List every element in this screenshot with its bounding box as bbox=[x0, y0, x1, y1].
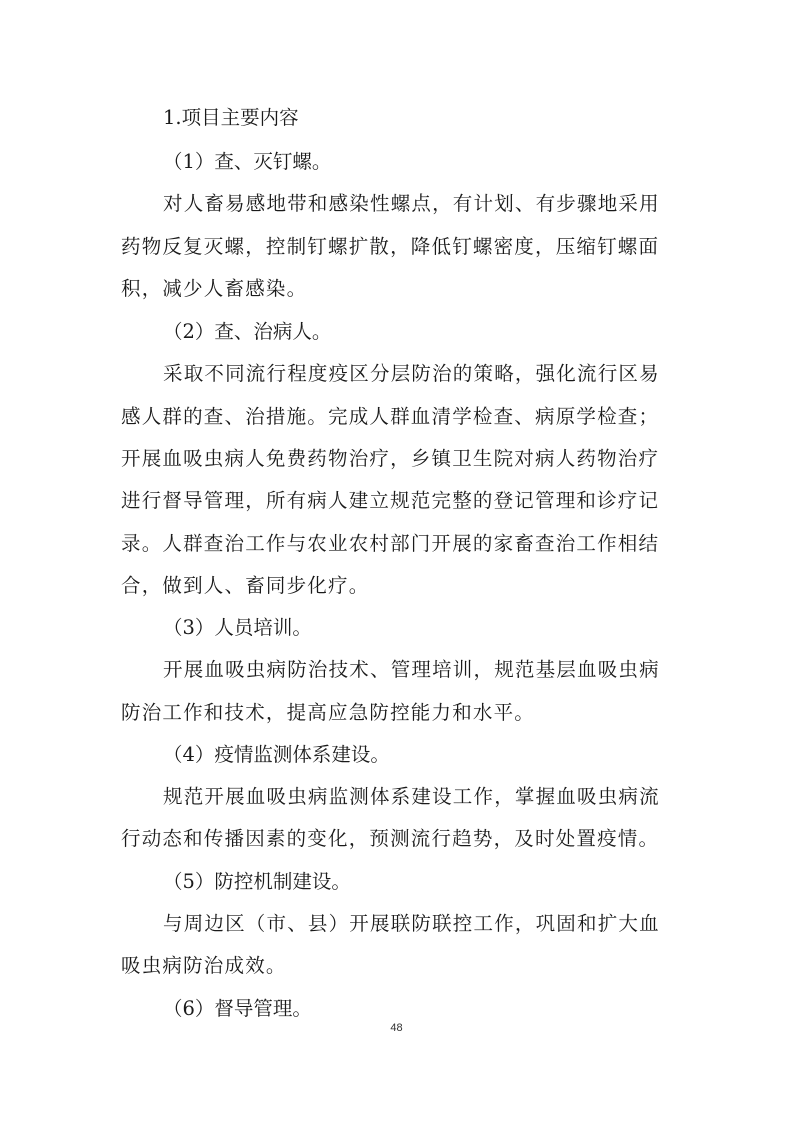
subheading-6: （6）督导管理。 bbox=[163, 997, 312, 1020]
paragraph-5-line-2: 吸虫病防治成效。 bbox=[121, 954, 287, 977]
paragraph-2-line-1: 采取不同流行程度疫区分层防治的策略，强化流行区易 bbox=[163, 362, 660, 385]
subheading-4: （4）疫情监测体系建设。 bbox=[163, 743, 390, 766]
paragraph-4-line-2: 行动态和传播因素的变化，预测流行趋势，及时处置疫情。 bbox=[121, 827, 660, 850]
section-heading: 1.项目主要内容 bbox=[163, 106, 299, 129]
paragraph-3-line-2: 防治工作和技术，提高应急防控能力和水平。 bbox=[121, 701, 536, 724]
paragraph-2-line-2: 感人群的查、治措施。完成人群血清学检查、病原学检查； bbox=[121, 405, 660, 428]
paragraph-2-line-3: 开展血吸虫病人免费药物治疗，乡镇卫生院对病人药物治疗 bbox=[121, 447, 660, 470]
paragraph-1-line-2: 药物反复灭螺，控制钉螺扩散，降低钉螺密度，压缩钉螺面 bbox=[121, 235, 660, 258]
paragraph-2-line-5: 录。人群查治工作与农业农村部门开展的家畜查治工作相结 bbox=[121, 532, 660, 555]
subheading-3: （3）人员培训。 bbox=[163, 616, 312, 639]
paragraph-1-line-3: 积，减少人畜感染。 bbox=[121, 277, 308, 300]
subheading-2: （2）查、治病人。 bbox=[163, 320, 332, 343]
subheading-5: （5）防控机制建设。 bbox=[163, 870, 351, 893]
paragraph-2-line-4: 进行督导管理，所有病人建立规范完整的登记管理和诊疗记 bbox=[121, 489, 660, 512]
subheading-1: （1）查、灭钉螺。 bbox=[163, 150, 332, 173]
paragraph-5-line-1: 与周边区（市、县）开展联防联控工作，巩固和扩大血 bbox=[163, 912, 660, 935]
paragraph-2-line-6: 合，做到人、畜同步化疗。 bbox=[121, 574, 370, 597]
paragraph-1-line-1: 对人畜易感地带和感染性螺点，有计划、有步骤地采用 bbox=[163, 192, 660, 215]
page-number: 48 bbox=[390, 1022, 403, 1034]
paragraph-3-line-1: 开展血吸虫病防治技术、管理培训，规范基层血吸虫病 bbox=[163, 658, 660, 681]
paragraph-4-line-1: 规范开展血吸虫病监测体系建设工作，掌握血吸虫病流 bbox=[163, 785, 660, 808]
